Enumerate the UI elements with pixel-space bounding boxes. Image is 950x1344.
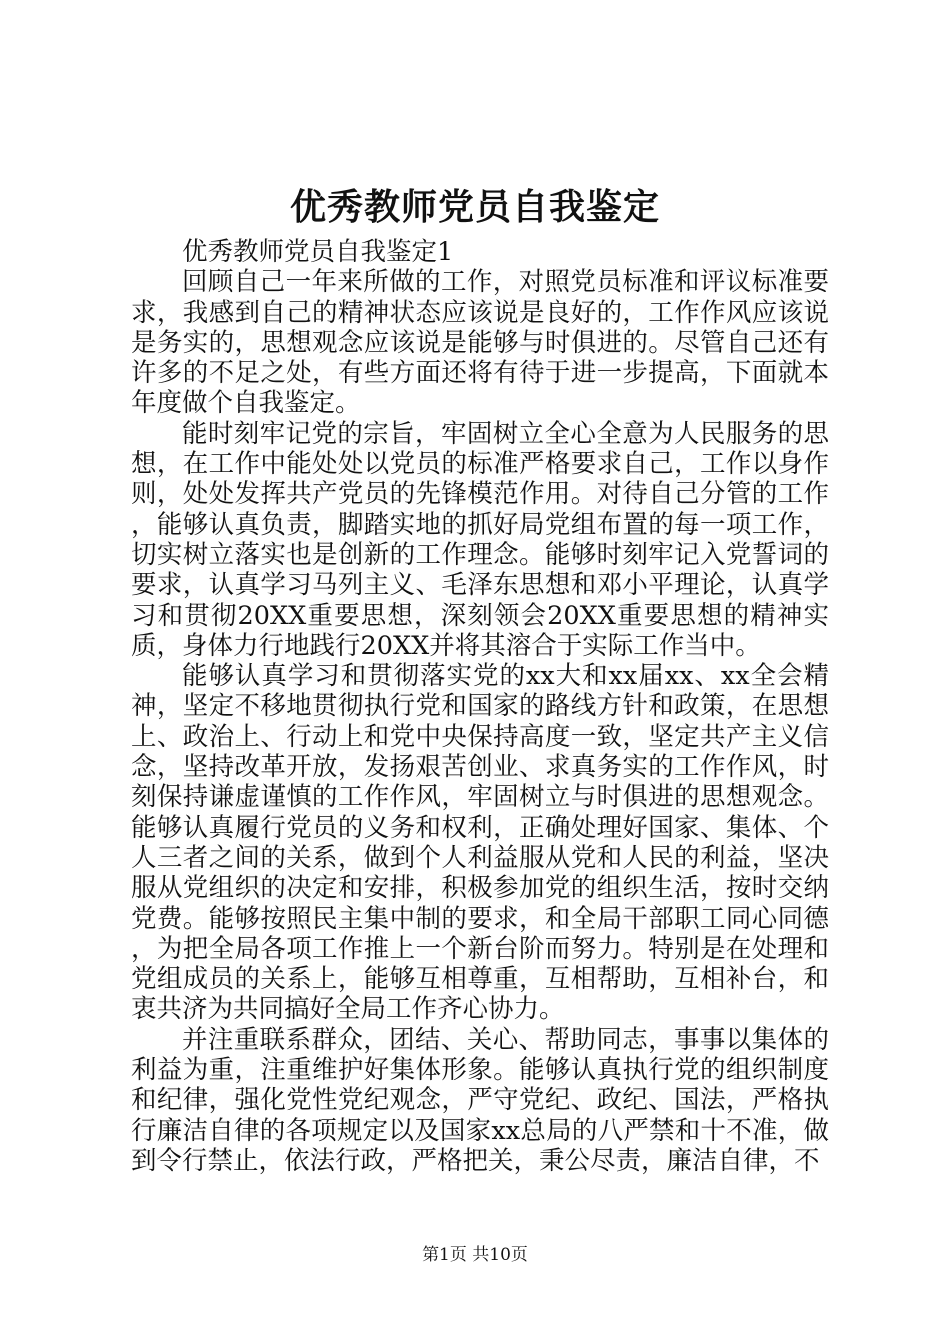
page-footer: 第1页 共10页 [422, 1245, 528, 1265]
paragraph-1: 回顾自己一年来所做的工作，对照党员标准和评议标准要求，我感到自己的精神状态应该说是良好的，工作作风应该说是务实的，思想观念应该说是能够与时俱进的。尽管自己还有许多的不足之处，有些方面还将有待于进一步提高，下面就本年度做个自我鉴定。 [131, 267, 829, 419]
paragraph-2: 能时刻牢记党的宗旨，牢固树立全心全意为人民服务的思想，在工作中能处处以党员的标准严格要求自己，工作以身作则，处处发挥共产党员的先锋模范作用。对待自己分管的工作，能够认真负责，脚踏实地的抓好局党组布置的每一项工作，切实树立落实也是创新的工作理念。能够时刻牢记入党誓词的要求，认真学习马列主义、毛泽东思想和邓小平理论，认真学习和贯彻20XX重要思想，深刻领会20XX重要思想的精神实质，身体力行地践行20XX并将其溶合于实际工作当中。 [131, 418, 829, 661]
paragraph-subtitle: 优秀教师党员自我鉴定1 [182, 237, 454, 267]
document-body [131, 237, 829, 1176]
document-title: 优秀教师党员自我鉴定 [289, 186, 660, 228]
paragraph-3: 能够认真学习和贯彻落实党的xx大和xx届xx、xx全会精神，坚定不移地贯彻执行党和国家的路线方针和政策，在思想上、政治上、行动上和党中央保持高度一致，坚定共产主义信念，坚持改革开放，发扬艰苦创业、求真务实的工作作风，时刻保持谦虚谨慎的工作作风，牢固树立与时俱进的思想观念。能够认真履行党员的义务和权利，正确处理好国家、集体、个人三者之间的关系，做到个人利益服从党和人民的利益，坚决服从党组织的决定和安排，积极参加党的组织生活，按时交纳党费。能够按照民主集中制的要求，和全局干部职工同心同德，为把全局各项工作推上一个新台阶而努力。特别是在处理和党组成员的关系上，能够互相尊重，互相帮助，互相补台，和衷共济为共同搞好全局工作齐心协力。 [131, 661, 829, 1025]
paragraph-4: 并注重联系群众，团结、关心、帮助同志，事事以集体的利益为重，注重维护好集体形象。能够认真执行党的组织制度和纪律，强化党性党纪观念，严守党纪、政纪、国法，严格执行廉洁自律的各项规定以及国家xx总局的八严禁和十不准，做到令行禁止，依法行政，严格把关，秉公尽责，廉洁自律，不 [131, 1024, 829, 1176]
